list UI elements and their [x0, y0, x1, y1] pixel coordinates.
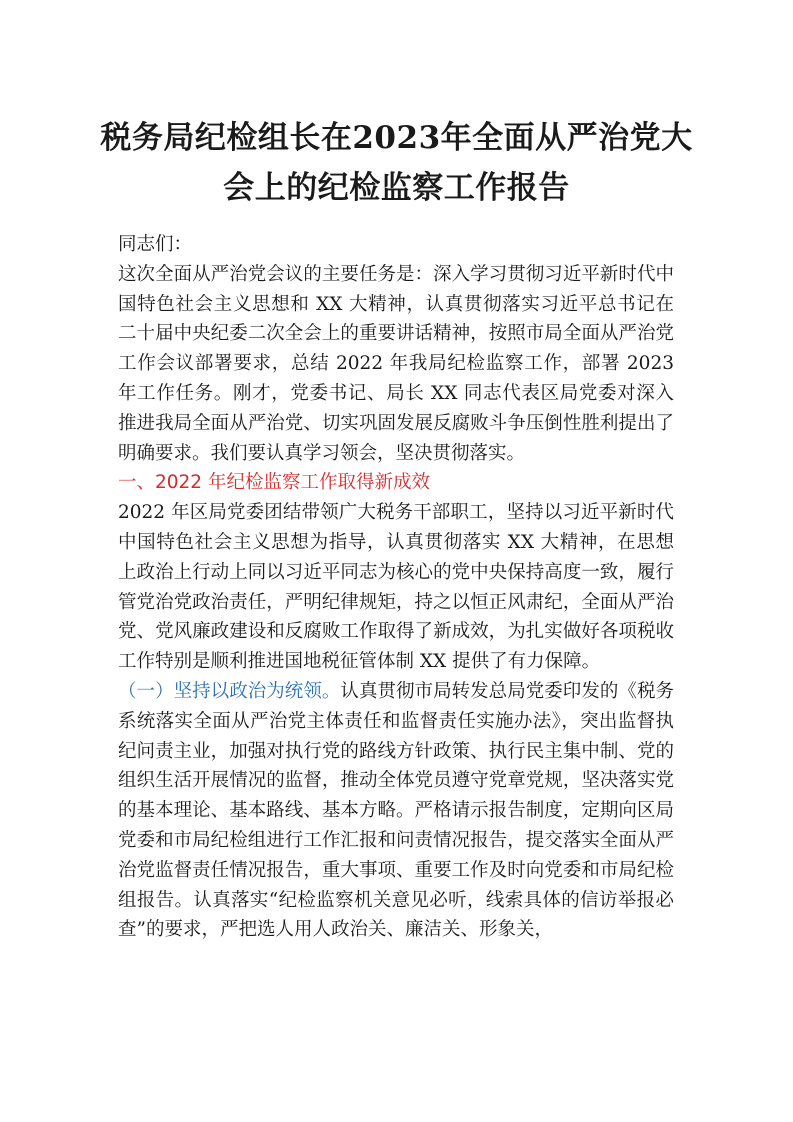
section-heading-1: 一、2022 年纪检监察工作取得新成效: [118, 472, 430, 494]
salutation: 同志们：: [118, 234, 193, 255]
document-title: [100, 113, 693, 213]
document-body: [118, 230, 674, 945]
subsection-text-1: 认真贯彻市局转发总局党委印发的《税务系统落实全面从严治党主体责任和监督责任实施办法》，突出监督执纪问责主业，加强对执行党的路线方针政策、执行民主集中制、党的组织生活开展情况的监督，推动全体党员遵守党章党规，坚决落实党的基本理论、基本路线、基本方略。严格请示报告制度，定期向区局党委和市局纪检组进行工作汇报和问责情况报告，提交落实全面从严治党监督责任情况报告，重大事项、重要工作及时向党委和市局纪检组报告。认真落实“纪检监察机关意见必听，线索具体的信访举报必查”的要求，严把选人用人政治关、廉洁关、形象关，: [118, 680, 674, 941]
subsection-label-1: （一）坚持以政治为统领。: [118, 680, 341, 702]
title-line-2: 会上的纪检监察工作报告: [223, 170, 570, 206]
paragraph-subsection-1: [118, 677, 674, 945]
title-line-1: 税务局纪检组长在2023年全面从严治党大: [100, 120, 693, 156]
paragraph-intro: 这次全面从严治党会议的主要任务是：深入学习贯彻习近平新时代中国特色社会主义思想和 XX 大精神，认真贯彻落实习近平总书记在二十届中央纪委二次全会上的重要讲话精神，按照市局全面从严治党工作会议部署要求，总结 2022 年我局纪检监察工作，部署 2023 年工作任务。刚才，党委书记、局长 XX 同志代表区局党委对深入推进我局全面从严治党、切实巩固发展反腐败斗争压倒性胜利提出了明确要求。我们要认真学习领会，坚决贯彻落实。: [118, 263, 674, 464]
paragraph-section-1: 2022 年区局党委团结带领广大税务干部职工，坚持以习近平新时代中国特色社会主义思想为指导，认真贯彻落实 XX 大精神，在思想上政治上行动上同以习近平同志为核心的党中央保持高度一致，履行管党治党政治责任，严明纪律规矩，持之以恒正风肃纪，全面从严治党、党风廉政建设和反腐败工作取得了新成效，为扎实做好各项税收工作特别是顺利推进国地税征管体制 XX 提供了有力保障。: [118, 502, 674, 673]
